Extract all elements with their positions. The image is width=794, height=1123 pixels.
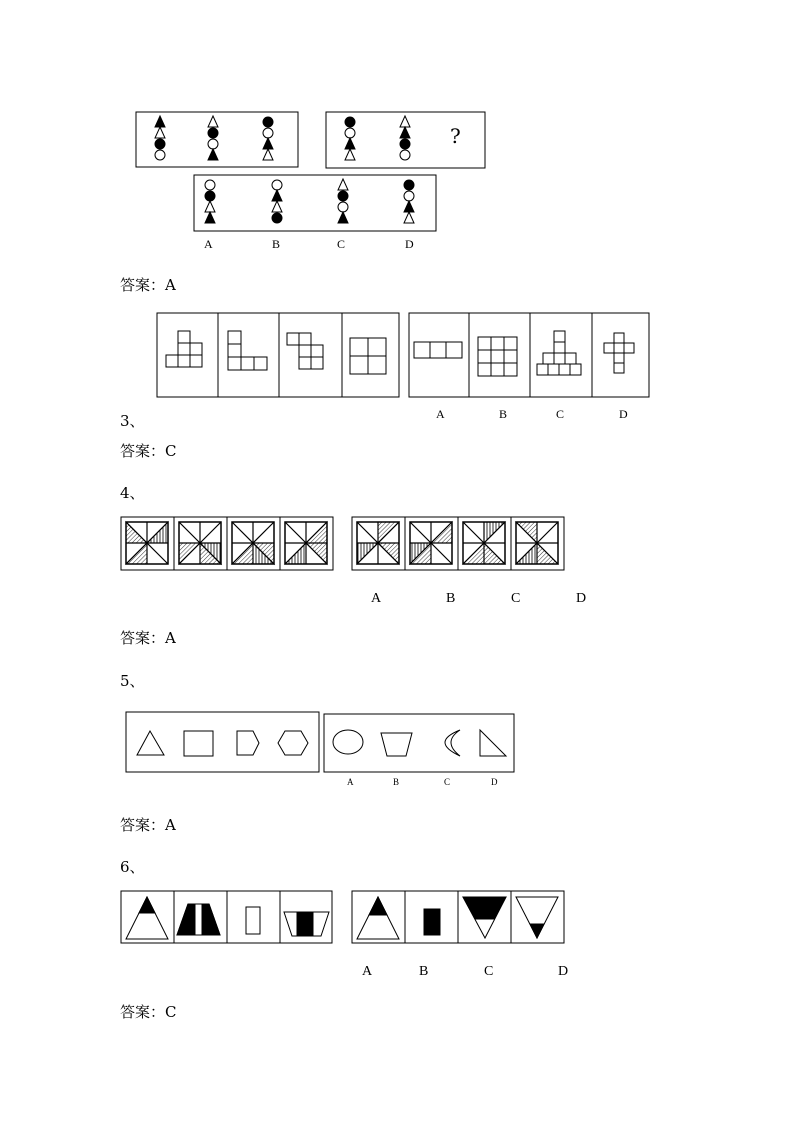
q1-answer: 答案：A xyxy=(120,276,176,294)
q3-option-b: B xyxy=(499,407,508,421)
rectangle-icon xyxy=(246,907,260,934)
q4-answer: 答案：A xyxy=(120,629,176,647)
q6-option-c: C xyxy=(484,964,494,979)
q1-question-mark: ? xyxy=(450,124,461,148)
q4-option-a: A xyxy=(371,591,382,606)
filled-tip xyxy=(139,897,155,913)
q4-number: 4、 xyxy=(120,484,145,502)
q1-option-d: D xyxy=(405,237,414,251)
q4-option-d: D xyxy=(576,591,587,606)
filled-part xyxy=(202,904,220,935)
q3-number: 3、 xyxy=(120,412,145,430)
filled-part xyxy=(177,904,195,935)
q6-option-d: D xyxy=(558,964,569,979)
q3-option-d: D xyxy=(619,407,628,421)
q5-option-d: D xyxy=(491,777,498,787)
filled-tip xyxy=(530,924,544,938)
q5-option-c: C xyxy=(444,777,451,787)
q6-option-a: A xyxy=(362,964,373,979)
filled-part xyxy=(463,897,506,919)
q6-option-b: B xyxy=(419,964,429,979)
q5-number: 5、 xyxy=(120,672,145,690)
q1-option-b: B xyxy=(272,237,281,251)
q6-number: 6、 xyxy=(120,858,145,876)
filled-rectangle-icon xyxy=(424,909,440,935)
q5-option-b: B xyxy=(393,777,400,787)
filled-tip xyxy=(369,897,387,915)
filled-part xyxy=(297,912,313,936)
q3-answer: 答案：C xyxy=(120,442,177,460)
q1-option-a: A xyxy=(204,237,213,251)
q1-option-c: C xyxy=(337,237,346,251)
q5-option-a: A xyxy=(347,777,354,787)
q4-option-c: C xyxy=(511,591,521,606)
q3-option-a: A xyxy=(436,407,445,421)
q3-option-c: C xyxy=(556,407,565,421)
q5-answer: 答案：A xyxy=(120,816,176,834)
q4-option-b: B xyxy=(446,591,456,606)
q6-answer: 答案：C xyxy=(120,1003,177,1021)
